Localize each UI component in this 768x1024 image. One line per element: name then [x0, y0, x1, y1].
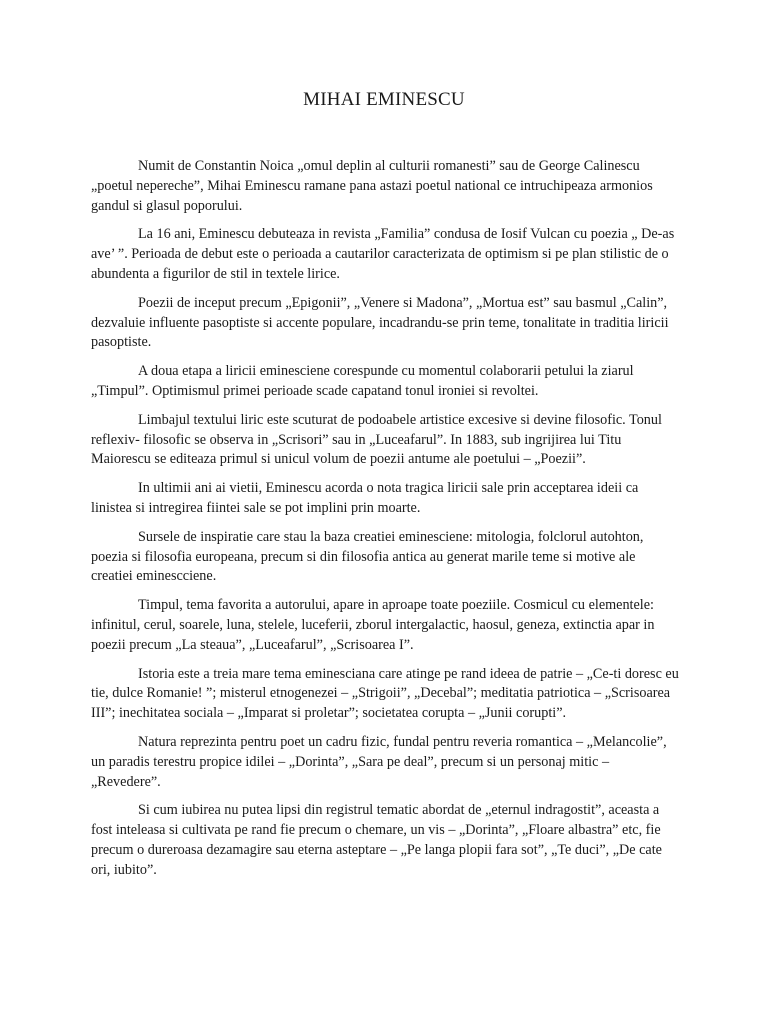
paragraph-3: Poezii de inceput precum „Epigonii”, „Venere si Madona”, „Mortua est” sau basmul „Calin”, dezvaluie influente pasoptiste si accente populare, incadrandu-se prin teme, tonalitate in traditia liricii pasoptiste. — [91, 294, 669, 351]
paragraph-1: Numit de Constantin Noica „omul deplin al culturii romanesti” sau de George Calinescu „poetul nepereche”, Mihai Eminescu ramane pana astazi poetul national ce intruchipeaza armonios gandul si glasul poporului. — [91, 158, 653, 214]
paragraph-9: Istoria este a treia mare tema eminesciana care atinge pe rand ideea de patrie – „Ce-ti doresc eu tie, dulce Romanie! ”; misterul etnogenezei – „Strigoii”, „Decebal”; meditatia patriotica – „Scrisoarea III”; inechitatea sociala – „Imparat si proletar”; societatea corupta – „Junii corupti”. — [91, 665, 679, 722]
paragraph-7: Sursele de inspiratie care stau la baza creatiei eminesciene: mitologia, folclorul autohton, poezia si filosofia europeana, precum si din filosofia antica au generat marile teme si motive ale creatiei eminescciene. — [91, 528, 644, 585]
paragraph-2: La 16 ani, Eminescu debuteaza in revista „Familia” condusa de Iosif Vulcan cu poezia „ De-as ave’ ”. Perioada de debut este o perioada a cautarilor caracterizata de optimism si pe plan stilistic de o abundenta a figurilor de stil in textele lirice. — [91, 226, 675, 282]
paragraph-4: A doua etapa a liricii eminesciene corespunde cu momentul colaborarii petului la ziarul „Timpul”. Optimismul primei perioade scade capatand tonul ironiei si revoltei. — [91, 363, 634, 399]
paragraph-8: Timpul, tema favorita a autorului, apare in aproape toate poeziile. Cosmicul cu elementele: infinitul, cerul, soarele, luna, stelele, luceferii, zborul intergalactic, haosul, geneza, extinctia apar in poezii precum „La steaua”, „Luceafarul”, „Scrisoarea I”. — [91, 597, 655, 653]
document-title: MIHAI EMINESCU — [303, 89, 465, 110]
paragraph-11: Si cum iubirea nu putea lipsi din registrul tematic abordat de „eternul indragostit”, aceasta a fost inteleasa si cultivata pe rand fie precum o chemare, un vis – „Dorinta”, „Floare albastra” etc, fie precum o dureroasa dezamagire sau eterna asteptare – „Pe langa plopii fara sot”, „Te duci”, „De cate ori, iubito”. — [91, 802, 662, 878]
paragraph-6: In ultimii ani ai vietii, Eminescu acorda o nota tragica liricii sale prin acceptarea ideii ca linistea si intregirea fiintei sale se pot implini prin moarte. — [91, 480, 639, 516]
paragraph-5: Limbajul textului liric este scuturat de podoabele artistice excesive si devine filosofic. Tonul reflexiv- filosofic se observa in „Scrisori” sau in „Luceafarul”. In 1883, sub ingrijirea lui Titu Maiorescu se editeaza primul si unicul volum de poezii antume ale poetului – „Poezii”. — [91, 411, 662, 468]
document-body — [91, 157, 679, 890]
paragraph-10: Natura reprezinta pentru poet un cadru fizic, fundal pentru reveria romantica – „Melancolie”, un paradis terestru propice idilei – „Dorinta”, „Sara pe deal”, precum si un personaj mitic – „Revedere”. — [91, 733, 667, 790]
